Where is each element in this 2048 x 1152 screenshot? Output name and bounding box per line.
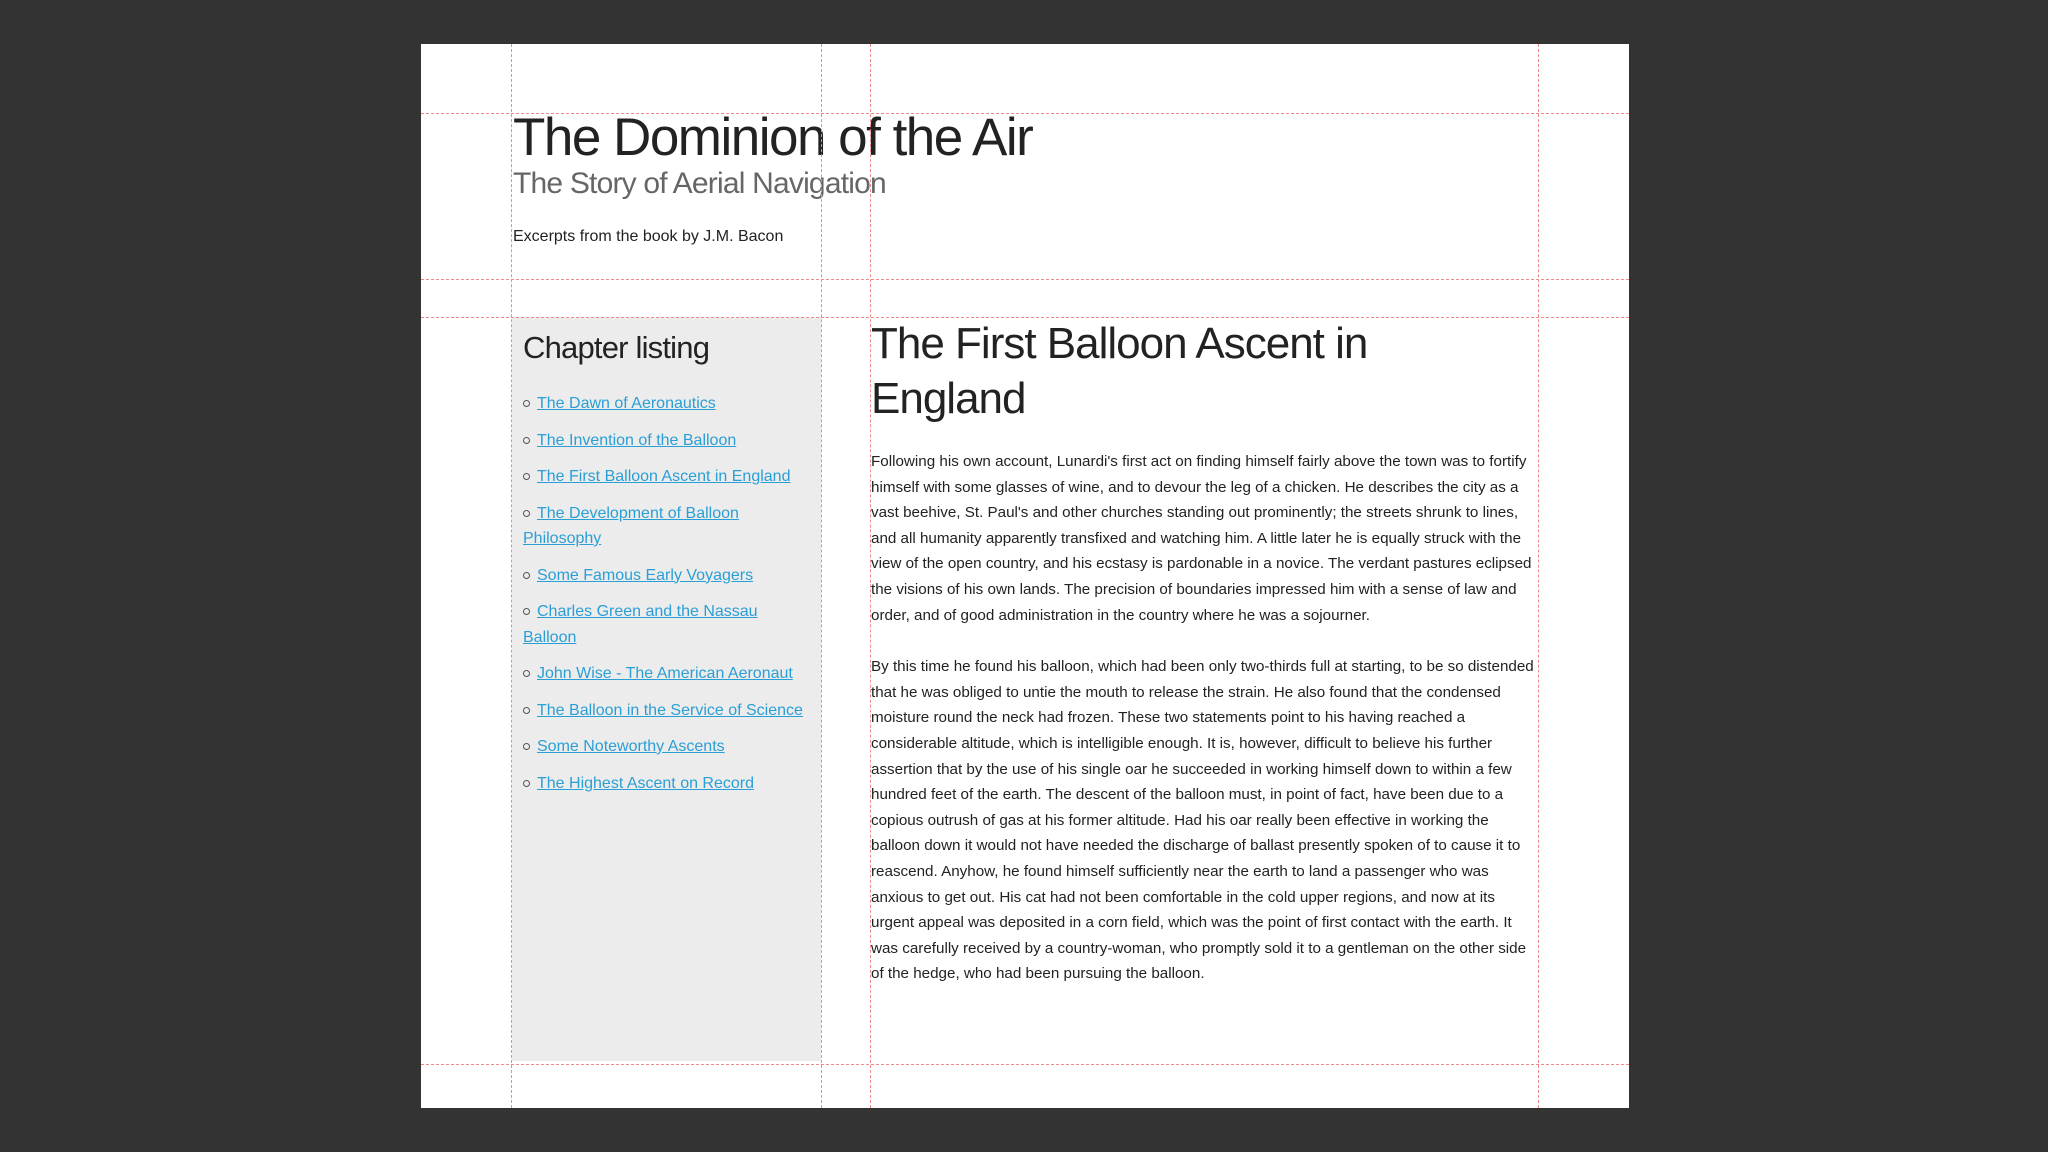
chapter-list xyxy=(523,391,815,807)
bullet-icon xyxy=(523,473,530,480)
page xyxy=(421,44,1629,1108)
grid-guide-horizontal xyxy=(421,1064,1629,1065)
chapter-list-item xyxy=(523,698,815,724)
chapter-link-invention-of-balloon[interactable]: The Invention of the Balloon xyxy=(537,431,737,449)
chapter-list-item xyxy=(523,501,815,552)
chapter-link-famous-early-voyagers[interactable]: Some Famous Early Voyagers xyxy=(537,566,754,584)
chapter-list-item xyxy=(523,734,815,760)
bullet-icon xyxy=(523,608,530,615)
chapter-list-item xyxy=(523,599,815,650)
chapter-link-balloon-service-science[interactable]: The Balloon in the Service of Science xyxy=(537,701,803,719)
chapter-link-balloon-philosophy[interactable]: The Development of Balloon Philosophy xyxy=(523,504,739,547)
grid-guide-horizontal xyxy=(421,113,1629,114)
grid-guide-vertical xyxy=(870,44,871,1108)
chapter-link-dawn-of-aeronautics[interactable]: The Dawn of Aeronautics xyxy=(537,395,716,412)
grid-guide-vertical xyxy=(511,44,512,1108)
article-body xyxy=(871,449,1541,1013)
chapter-list-item xyxy=(523,391,815,417)
sidebar-heading: Chapter listing xyxy=(523,330,710,365)
chapter-link-highest-ascent[interactable]: The Highest Ascent on Record xyxy=(537,774,755,792)
article-paragraph: By this time he found his balloon, which had been only two-thirds full at starting, to be so distended that he was obliged to untie the mouth to release the strain. He also found that the condensed moisture round the neck had frozen. These two statements point to his having reached a considerable altitude, which is intelligible enough. It is, however, difficult to believe his further assertion that by the use of his single oar he succeeded in working himself down to within a few hundred feet of the earth. The descent of the balloon must, in point of fact, have been due to a copious outrush of gas at his former altitude. Had his oar really been effective in working the balloon down it would not have needed the discharge of ballast presently spoken of to cause it to reascend. Anyhow, he found himself sufficiently near the earth to land a passenger who was anxious to get out. His cat had not been comfortable in the cold upper regions, and now at its urgent appeal was deposited in a corn field, which was the point of first contact with the earth. It was carefully received by a country-woman, who promptly sold it to a gentleman on the other side of the hedge, who had been pursuing the balloon. xyxy=(871,658,1534,983)
chapter-list-item xyxy=(523,563,815,589)
chapter-link-john-wise[interactable]: John Wise - The American Aeronaut xyxy=(537,665,793,682)
bullet-icon xyxy=(523,437,530,444)
byline: Excerpts from the book by J.M. Bacon xyxy=(513,228,784,245)
bullet-icon xyxy=(523,572,530,579)
grid-guide-horizontal xyxy=(421,279,1629,280)
chapter-list-item xyxy=(523,771,815,797)
article-title: The First Balloon Ascent in England xyxy=(871,319,1368,423)
grid-guide-vertical xyxy=(821,44,822,1108)
grid-guide-vertical xyxy=(1538,44,1539,1108)
bullet-icon xyxy=(523,670,530,677)
chapter-list-item xyxy=(523,464,815,490)
chapter-list-item xyxy=(523,661,815,687)
article-paragraph: Following his own account, Lunardi's first act on finding himself fairly above the town was to fortify himself with some glasses of wine, and to devour the leg of a chicken. He describes the city as a vast beehive, St. Paul's and other churches standing out prominently; the streets shrunk to lines, and all humanity apparently transfixed and watching him. A little later he is equally struck with the view of the open country, and his ecstasy is pardonable in a novice. The verdant pastures eclipsed the visions of his own lands. The precision of boundaries impressed him with a sense of law and order, and of good administration in the country where he was a sojourner. xyxy=(871,453,1532,624)
chapter-link-first-balloon-ascent[interactable]: The First Balloon Ascent in England xyxy=(537,468,791,485)
chapter-list-item xyxy=(523,428,815,454)
grid-guide-horizontal xyxy=(421,317,1629,318)
chapter-link-charles-green[interactable]: Charles Green and the Nassau Balloon xyxy=(523,603,758,646)
bullet-icon xyxy=(523,400,530,407)
bullet-icon xyxy=(523,510,530,517)
site-title: The Dominion of the Air xyxy=(513,108,1033,167)
chapter-link-noteworthy-ascents[interactable]: Some Noteworthy Ascents xyxy=(537,738,725,755)
bullet-icon xyxy=(523,743,530,750)
site-subtitle: The Story of Aerial Navigation xyxy=(513,167,886,200)
bullet-icon xyxy=(523,707,530,714)
bullet-icon xyxy=(523,780,530,787)
